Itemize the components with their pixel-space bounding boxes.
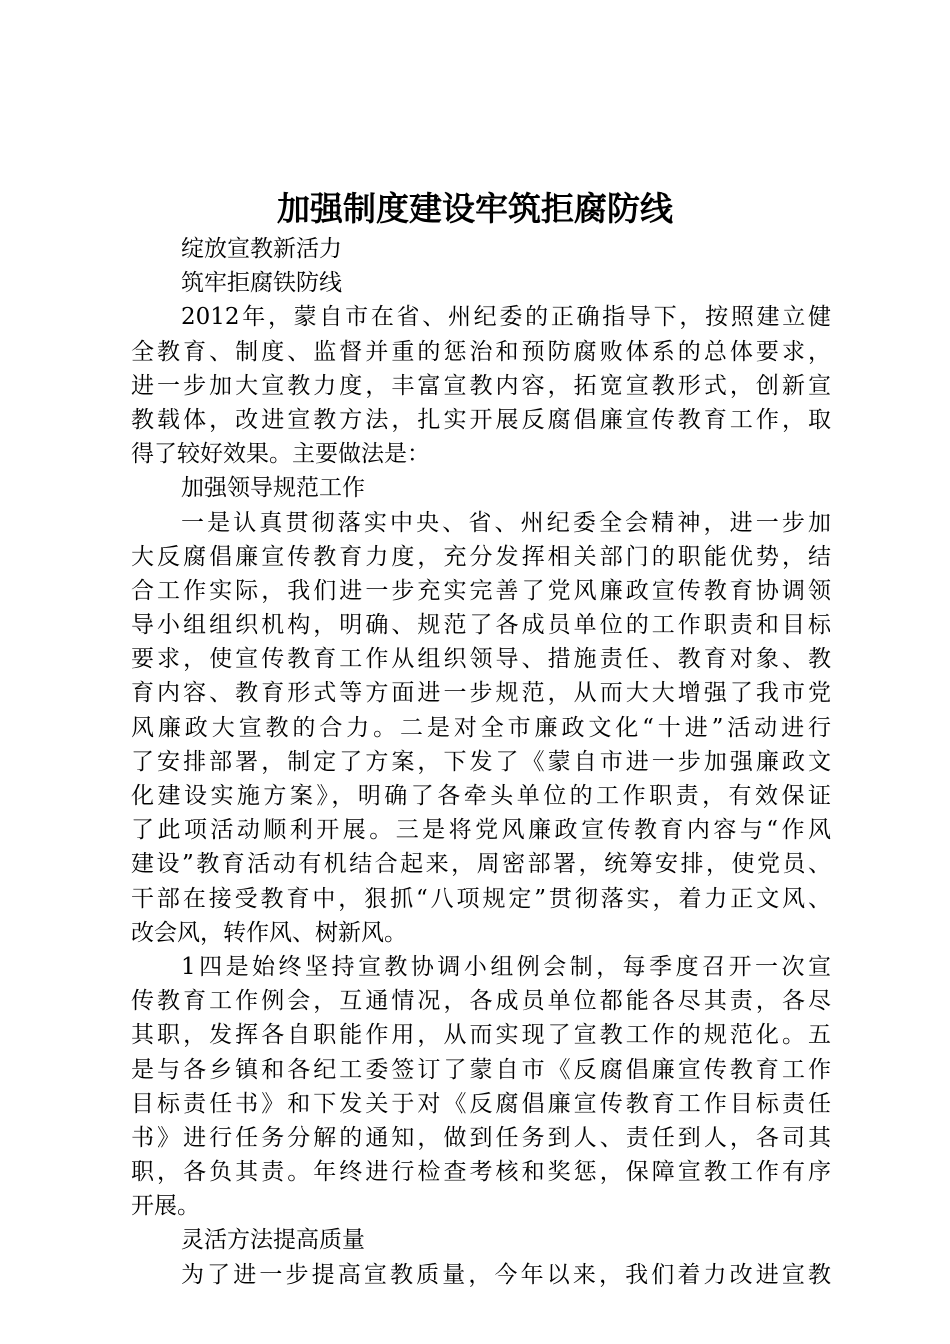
text-line: 全教育、制度、监督并重的惩治和预防腐败体系的总体要求， [131,338,831,365]
text-line: 得了较好效果。主要做法是： [131,441,430,468]
document-body [131,232,831,1292]
text-line: 建设”教育活动有机结合起来，周密部署，统筹安排，使党员、 [131,851,831,878]
text-line: 传教育工作例会，互通情况，各成员单位都能各尽其责，各尽 [131,988,831,1015]
text-line: 绽放宣教新活力 [181,236,342,262]
text-line: 大反腐倡廉宣传教育力度，充分发挥相关部门的职能优势，结 [131,543,831,570]
text-line: 1四是始终坚持宣教协调小组例会制，每季度召开一次宣 [181,953,831,980]
text-line: 导小组组织机构，明确、规范了各成员单位的工作职责和目标 [131,612,831,639]
text-line: 了此项活动顺利开展。三是将党风廉政宣传教育内容与“作风 [131,817,831,844]
text-line: 书》进行任务分解的通知，做到任务到人、责任到人，各司其 [131,1124,831,1151]
text-line: 要求，使宣传教育工作从组织领导、措施责任、教育对象、教 [131,646,831,673]
text-line: 教载体，改进宣教方法，扎实开展反腐倡廉宣传教育工作，取 [131,406,831,433]
text-line: 2012年，蒙自市在省、州纪委的正确指导下，按照建立健 [181,304,831,331]
text-line: 改会风，转作风、树新风。 [131,919,407,946]
text-line: 筑牢拒腐铁防线 [181,270,342,297]
text-line: 其职，发挥各自职能作用，从而实现了宣教工作的规范化。五 [131,1022,831,1049]
text-line: 目标责任书》和下发关于对《反腐倡廉宣传教育工作目标责任 [131,1090,831,1117]
text-line: 为了进一步提高宣教质量，今年以来，我们着力改进宣教 [181,1261,831,1288]
text-line: 干部在接受教育中，狠抓“八项规定”贯彻落实，着力正文风、 [131,885,831,912]
text-line: 开展。 [131,1193,200,1220]
text-line: 合工作实际，我们进一步充实完善了党风廉政宣传教育协调领 [131,577,831,604]
text-line: 一是认真贯彻落实中央、省、州纪委全会精神，进一步加 [181,509,831,536]
text-line: 育内容、教育形式等方面进一步规范，从而大大增强了我市党 [131,680,831,707]
text-line: 加强领导规范工作 [181,475,365,502]
document-title: 加强制度建设牢筑拒腐防线 [277,189,673,228]
text-line: 了安排部署，制定了方案，下发了《蒙自市进一步加强廉政文 [131,748,831,775]
text-line: 是与各乡镇和各纪工委签订了蒙自市《反腐倡廉宣传教育工作 [131,1056,831,1083]
text-line: 风廉政大宣教的合力。二是对全市廉政文化“十进”活动进行 [131,714,831,741]
text-line: 进一步加大宣教力度，丰富宣教内容，拓宽宣教形式，创新宣 [131,372,831,399]
text-line: 职，各负其责。年终进行检查考核和奖惩，保障宣教工作有序 [131,1159,831,1186]
text-line: 灵活方法提高质量 [181,1227,365,1254]
text-line: 化建设实施方案》，明确了各牵头单位的工作职责，有效保证 [131,783,831,809]
